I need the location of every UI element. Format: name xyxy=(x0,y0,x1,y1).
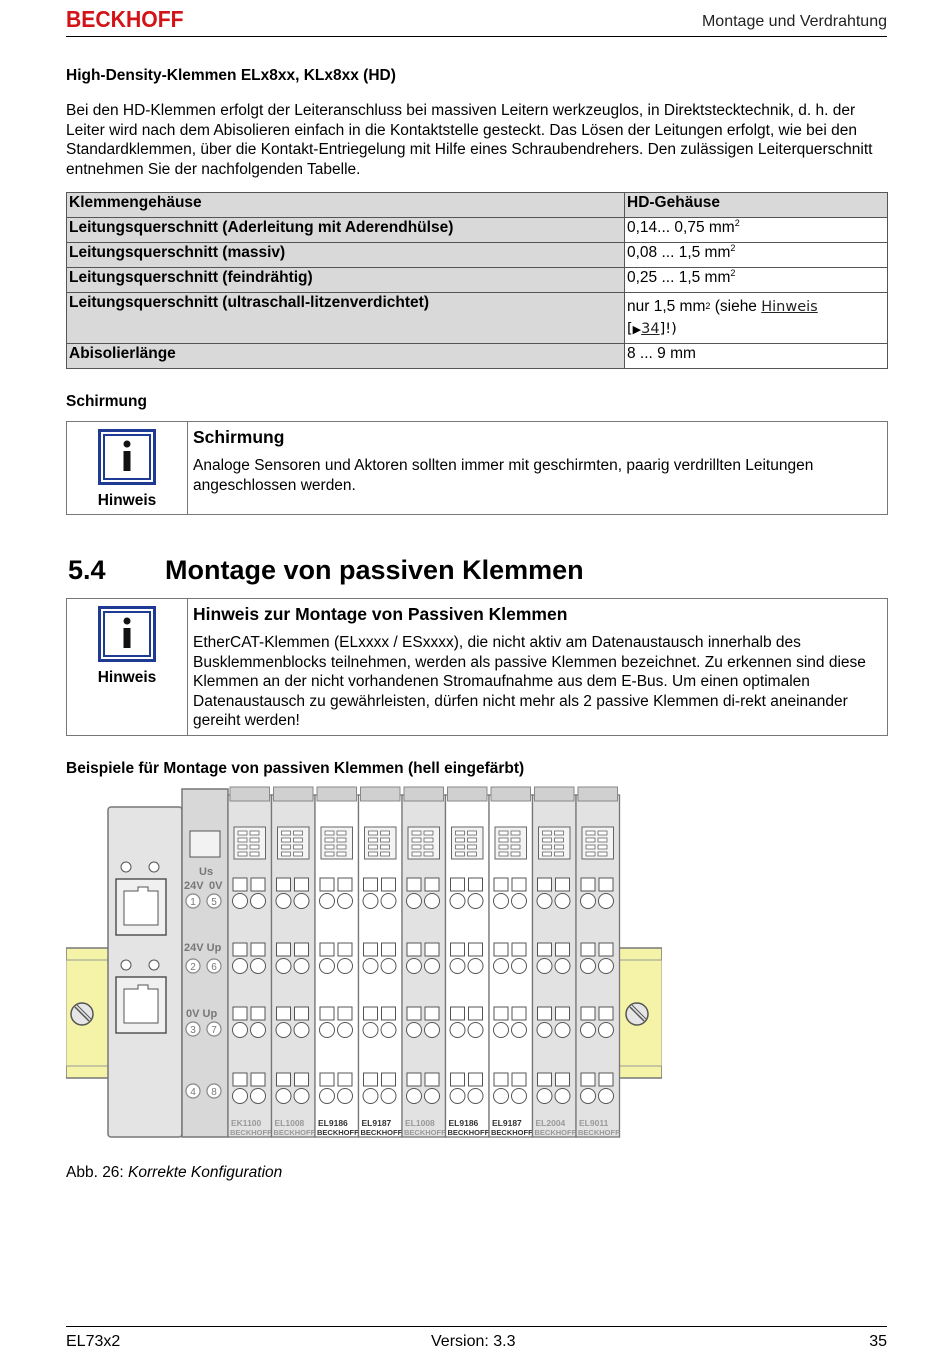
table-cell-value: 0,25 ... 1,5 $mm^2$ xyxy=(625,268,888,293)
terminal-module xyxy=(533,787,577,1137)
terminal-block-figure xyxy=(66,785,662,1150)
table-row xyxy=(67,293,888,344)
footer-version: Version: 3.3 xyxy=(431,1333,516,1350)
schirmung-heading: Schirmung xyxy=(66,393,147,410)
bus-coupler xyxy=(108,789,228,1137)
svg-text:1: 1 xyxy=(190,897,196,908)
svg-text:3: 3 xyxy=(190,1025,196,1036)
terminal-brand-label: BECKHOFF xyxy=(360,1128,403,1137)
table-row xyxy=(67,218,888,243)
table-cell-key: Leitungsquerschnitt (feindrähtig) xyxy=(67,268,625,293)
table-row xyxy=(67,268,888,293)
terminal-brand-label: BECKHOFF xyxy=(447,1128,490,1137)
info-icon xyxy=(98,429,156,485)
terminal-module xyxy=(446,787,490,1137)
svg-text:8: 8 xyxy=(211,1087,217,1098)
note-body: EtherCAT-Klemmen (ELxxxx / ESxxxx), die nicht aktiv am Datenaustausch innerhalb des Busklemmenblocks teilnehmen, werden als passive Klemmen bezeichnet. Zu erkennen sind diese Klemmen an der nicht vorhandenen Stromaufnahme aus dem E-Bus. Um einen optimalen Datenaustausch zu gewährleisten, dürfen nicht mehr als 2 passive Klemmen di-rekt aneinander gereiht werden! xyxy=(193,634,866,729)
terminal-name-label: EL9187 xyxy=(361,1118,392,1128)
header-divider xyxy=(66,36,887,37)
figure-heading: Beispiele für Montage von passiven Klemmen (hell eingefärbt) xyxy=(66,760,525,777)
terminal-module xyxy=(315,787,359,1137)
note-label: Hinweis xyxy=(97,492,157,509)
table-row xyxy=(67,243,888,268)
terminal-name-label: EL9186 xyxy=(318,1118,348,1128)
hd-section-paragraph: Bei den HD-Klemmen erfolgt der Leiteranschluss bei massiven Leitern werkzeuglos, in Direktstecktechnik, d. h. der Leiter wird nach dem Abisolieren einfach in die Kontaktstelle gesteckt. Das Lösen der Leitungen erfolgt, wie bei den Standardklemmen, über die Kontakt-Entriegelung mit Hilfe eines Schraubendrehers. Den zulässigen Leiterquerschnitt entnehmen Sie der nachfolgenden Tabelle. xyxy=(66,102,873,178)
chapter-number: 5.4 xyxy=(68,555,106,585)
page-ref-link[interactable]: 34 xyxy=(641,321,660,337)
svg-text:2: 2 xyxy=(190,962,196,973)
table-row xyxy=(67,344,888,369)
svg-text:0V Up: 0V Up xyxy=(186,1008,218,1020)
table-cell-key: Leitungsquerschnitt (ultraschall-litzenverdichtet) xyxy=(67,293,625,344)
svg-text:Us: Us xyxy=(199,866,214,878)
hd-section-heading: High-Density-Klemmen ELx8xx, KLx8xx (HD) xyxy=(66,67,396,84)
terminal-module xyxy=(489,787,533,1137)
note-title: Schirmung xyxy=(193,427,285,447)
table-row xyxy=(67,193,888,218)
schirmung-note-box xyxy=(66,421,888,515)
page-ref-arrow-icon[interactable]: ▶ xyxy=(632,324,642,336)
terminal-name-label: EL9187 xyxy=(492,1118,522,1128)
note-title: Hinweis zur Montage von Passiven Klemmen xyxy=(193,604,568,624)
table-cell-value: HD-Gehäuse xyxy=(625,193,888,218)
terminal-module xyxy=(359,787,403,1137)
table-cell-key: Leitungsquerschnitt (massiv) xyxy=(67,243,625,268)
chapter-title: Montage von passiven Klemmen xyxy=(165,555,584,585)
note-icon-column xyxy=(67,599,188,735)
table-cell-value: 0,14... 0,75 $mm^2$ xyxy=(625,218,888,243)
table-cell-key: Klemmengehäuse xyxy=(67,193,625,218)
svg-text:0V: 0V xyxy=(209,880,223,892)
svg-text:24V: 24V xyxy=(184,880,204,892)
table-cell-key: Leitungsquerschnitt (Aderleitung mit Aderendhülse) xyxy=(67,218,625,243)
svg-text:6: 6 xyxy=(211,962,217,973)
beckhoff-logo: BECKHOFF xyxy=(66,6,184,32)
svg-text:4: 4 xyxy=(190,1087,196,1098)
terminal-modules xyxy=(228,787,620,1137)
table-cell-value: 8 ... 9 mm xyxy=(625,344,888,369)
terminal-name-label: EK1100 xyxy=(231,1118,262,1128)
svg-text:5: 5 xyxy=(211,897,217,908)
terminal-brand-label: BECKHOFF xyxy=(534,1128,577,1137)
header-section-title: Montage und Verdrahtung xyxy=(701,13,887,30)
footer-product: EL73x2 xyxy=(66,1333,121,1350)
terminal-brand-label: BECKHOFF xyxy=(230,1128,272,1137)
terminal-brand-label: BECKHOFF xyxy=(273,1128,316,1137)
terminal-module xyxy=(228,787,272,1137)
svg-text:24V Up: 24V Up xyxy=(184,942,222,954)
terminal-name-label: EL9186 xyxy=(448,1118,479,1128)
figure-caption: Abb. 26: Korrekte Konfiguration xyxy=(66,1164,283,1181)
hinweis-link[interactable]: Hinweis xyxy=(761,299,818,315)
terminal-name-label: EL1008 xyxy=(405,1118,435,1128)
footer-page-number: 35 xyxy=(869,1333,887,1350)
table-cell-key: Abisolierlänge xyxy=(67,344,625,369)
table-cell-value: nur 1,5 $mm^2$ (siehe Hinweis [▶34]!) xyxy=(625,293,888,344)
terminal-brand-label: BECKHOFF xyxy=(317,1128,359,1137)
passive-note-box xyxy=(66,598,888,736)
terminal-name-label: EL1008 xyxy=(274,1118,305,1128)
note-body: Analoge Sensoren und Aktoren sollten immer mit geschirmten, paarig verdrillten Leitungen angeschlossen werden. xyxy=(193,457,814,494)
terminal-name-label: EL9011 xyxy=(579,1118,609,1128)
terminal-brand-label: BECKHOFF xyxy=(578,1128,620,1137)
terminal-module xyxy=(576,787,620,1137)
table-cell-value: 0,08 ... 1,5 $mm^2$ xyxy=(625,243,888,268)
terminal-module xyxy=(272,787,316,1137)
note-label: Hinweis xyxy=(97,669,157,686)
info-icon xyxy=(98,606,156,662)
conductor-spec-table xyxy=(66,192,888,369)
footer-divider xyxy=(66,1326,887,1327)
note-icon-column xyxy=(67,422,188,514)
terminal-brand-label: BECKHOFF xyxy=(404,1128,446,1137)
terminal-name-label: EL2004 xyxy=(535,1118,566,1128)
svg-text:7: 7 xyxy=(211,1025,217,1036)
terminal-brand-label: BECKHOFF xyxy=(491,1128,533,1137)
terminal-module xyxy=(402,787,446,1137)
